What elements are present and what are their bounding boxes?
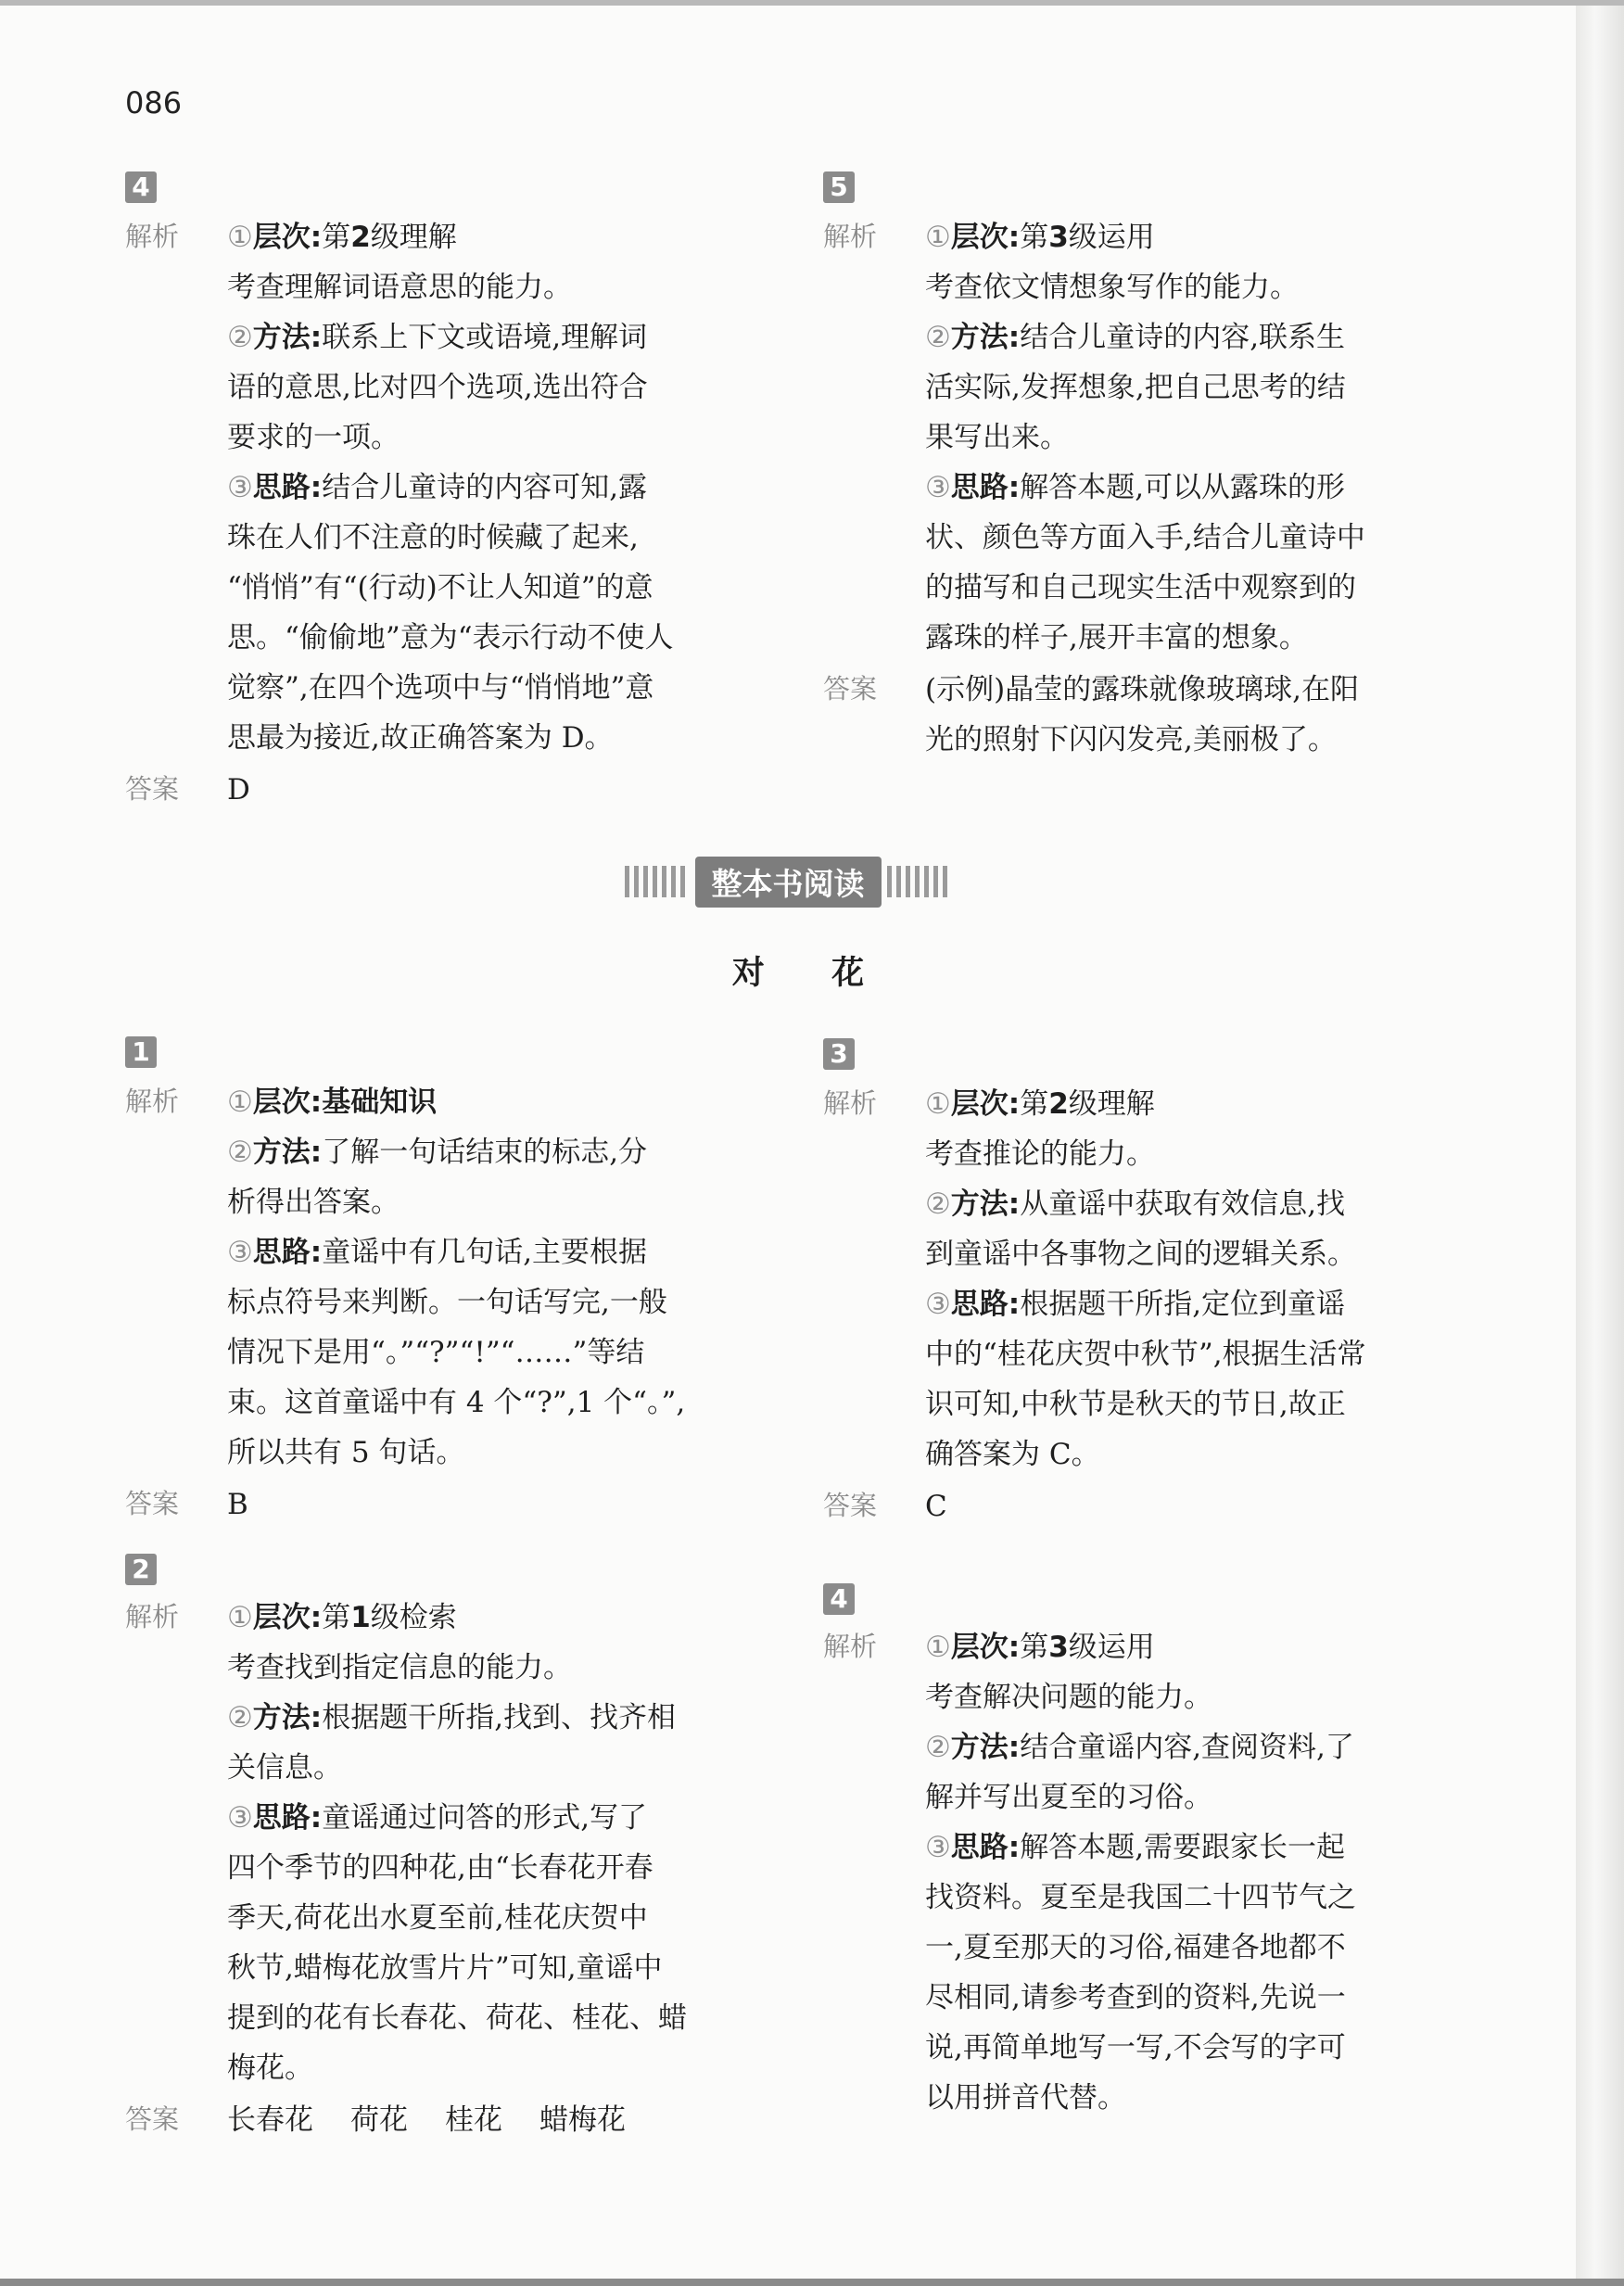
analysis-line <box>925 212 1463 262</box>
analysis-line: 考查推论的能力。 <box>925 1137 1155 1171</box>
analysis-line: 考查依文情想象写作的能力。 <box>925 271 1299 304</box>
banner-stripes-right <box>887 866 952 897</box>
level-prefix: 第 <box>1020 1087 1049 1121</box>
line-text: 结合儿童诗的内容,联系生 <box>1020 321 1346 354</box>
analysis-line: 思。“偷偷地”意为“表示行动不使人 <box>227 621 674 654</box>
level-number: 1 <box>350 1601 371 1634</box>
line-text: 结合儿童诗的内容可知,露 <box>322 471 648 504</box>
answer-line: 光的照射下闪闪发亮,美丽极了。 <box>925 723 1337 756</box>
analysis-line: 状、颜色等方面入手,结合儿童诗中 <box>925 521 1365 554</box>
item-index: ② <box>925 1187 951 1221</box>
item-keyword: 方法: <box>252 1136 323 1169</box>
item-keyword: 思路: <box>950 1288 1021 1321</box>
analysis-line: 确答案为 C。 <box>925 1438 1100 1471</box>
question-1 <box>125 1036 765 1530</box>
analysis-line: 考查解决问题的能力。 <box>925 1681 1212 1714</box>
item-index: ③ <box>227 471 253 504</box>
analysis-line: 珠在人们不注意的时候藏了起来, <box>227 521 639 554</box>
question-number: 4 <box>125 171 157 203</box>
line-text: 结合童谣内容,查阅资料,了 <box>1020 1731 1354 1764</box>
analysis-text <box>227 1077 765 1478</box>
article-title: 对 花 <box>731 955 893 992</box>
level-name: 基础知识 <box>322 1086 438 1119</box>
item-keyword: 方法: <box>950 1731 1021 1764</box>
analysis-text <box>925 1079 1463 1480</box>
answer-label: 答案 <box>823 673 878 705</box>
analysis-line <box>227 212 765 262</box>
item-index: ① <box>227 221 253 254</box>
analysis-label: 解析 <box>125 1086 180 1117</box>
analysis-line: 果写出来。 <box>925 421 1069 454</box>
item-keyword: 层次: <box>950 1631 1021 1664</box>
page-edge <box>1576 0 1624 2286</box>
item-index: ① <box>925 1631 951 1664</box>
analysis-line <box>925 1722 1463 1772</box>
analysis-label: 解析 <box>125 221 180 252</box>
line-text: 根据题干所指,找到、找齐相 <box>322 1701 677 1734</box>
question-2 <box>125 1554 765 2145</box>
analysis-line: 思最为接近,故正确答案为 D。 <box>227 721 614 755</box>
analysis-line: 露珠的样子,展开丰富的想象。 <box>925 621 1308 654</box>
item-index: ③ <box>227 1801 253 1835</box>
level-number: 2 <box>350 221 371 254</box>
analysis-line: 中的“桂花庆贺中秋节”,根据生活常 <box>925 1338 1366 1371</box>
analysis-line: 语的意思,比对四个选项,选出符合 <box>227 371 648 404</box>
analysis-text <box>925 212 1463 663</box>
answer-line: (示例)晶莹的露珠就像玻璃球,在阳 <box>925 673 1360 706</box>
analysis-line: 析得出答案。 <box>227 1186 400 1219</box>
item-index: ① <box>227 1086 253 1119</box>
item-index: ② <box>925 321 951 354</box>
analysis-line <box>925 1822 1463 1873</box>
top-border <box>0 0 1624 6</box>
level-prefix: 第 <box>322 1601 351 1634</box>
section-banner <box>593 858 983 905</box>
analysis-line <box>227 312 765 362</box>
analysis-line <box>227 1693 765 1743</box>
item-index: ③ <box>925 1831 951 1864</box>
answer-block <box>125 2095 765 2145</box>
analysis-line: 以用拼音代替。 <box>925 2081 1126 2115</box>
answer-item: 长春花 <box>227 2103 313 2137</box>
level-number: 3 <box>1048 221 1069 254</box>
item-index: ③ <box>925 471 951 504</box>
top-left-question <box>125 171 765 815</box>
analysis-line: 情况下是用“。”“?”“!”“……”等结 <box>227 1336 645 1369</box>
analysis-block <box>823 212 1463 663</box>
answer-label: 答案 <box>125 1488 180 1519</box>
analysis-line <box>925 312 1463 362</box>
analysis-label: 解析 <box>823 221 878 252</box>
item-index: ① <box>925 1087 951 1121</box>
level-name: 级检索 <box>370 1601 457 1634</box>
analysis-line <box>227 463 765 513</box>
analysis-line <box>227 1227 765 1277</box>
analysis-block <box>823 1079 1463 1480</box>
answer-label: 答案 <box>125 2103 180 2135</box>
item-index: ② <box>227 321 253 354</box>
item-index: ① <box>925 221 951 254</box>
analysis-line: 所以共有 5 句话。 <box>227 1436 465 1469</box>
analysis-text <box>227 1593 765 2093</box>
analysis-line: 识可知,中秋节是秋天的节日,故正 <box>925 1388 1346 1421</box>
line-text: 解答本题,需要跟家长一起 <box>1020 1831 1346 1864</box>
answer-block <box>125 1480 765 1530</box>
level-name: 级理解 <box>1068 1087 1155 1121</box>
line-text: 根据题干所指,定位到童谣 <box>1020 1288 1346 1321</box>
item-keyword: 层次: <box>252 1601 323 1634</box>
analysis-line: 秋节,蜡梅花放雪片片”可知,童谣中 <box>227 1951 663 1985</box>
analysis-line <box>227 1127 765 1177</box>
answer-text <box>227 2095 765 2145</box>
item-keyword: 思路: <box>950 471 1021 504</box>
level-prefix: 第 <box>1020 1631 1049 1664</box>
item-index: ② <box>227 1136 253 1169</box>
item-keyword: 层次: <box>252 1086 323 1119</box>
answer-block <box>823 665 1463 765</box>
answer-item: 桂花 <box>445 2103 502 2137</box>
analysis-line <box>227 1793 765 1843</box>
analysis-line: “悄悄”有“(行动)不让人知道”的意 <box>227 571 653 604</box>
item-index: ③ <box>227 1236 253 1269</box>
item-keyword: 思路: <box>252 471 323 504</box>
item-keyword: 方法: <box>252 1701 323 1734</box>
question-number: 5 <box>823 171 855 203</box>
analysis-line <box>925 1179 1463 1229</box>
analysis-line: 的描写和自己现实生活中观察到的 <box>925 571 1356 604</box>
analysis-label: 解析 <box>125 1601 180 1632</box>
item-index: ② <box>925 1731 951 1764</box>
item-keyword: 层次: <box>252 221 323 254</box>
section-title: 整本书阅读 <box>695 857 882 908</box>
level-name: 级运用 <box>1068 221 1155 254</box>
item-keyword: 方法: <box>950 321 1021 354</box>
answer-label: 答案 <box>125 773 180 805</box>
analysis-block <box>125 212 765 763</box>
analysis-label: 解析 <box>823 1087 878 1119</box>
question-4 <box>823 1583 1463 2123</box>
answer-text: B <box>227 1488 248 1521</box>
line-text: 童谣中有几句话,主要根据 <box>322 1236 648 1269</box>
top-right-question <box>823 171 1463 765</box>
analysis-line: 束。这首童谣中有 4 个“?”,1 个“。”, <box>227 1386 686 1419</box>
level <box>1020 221 1155 254</box>
level <box>1020 1631 1155 1664</box>
analysis-line: 季天,荷花出水夏至前,桂花庆贺中 <box>227 1901 648 1935</box>
answer-text: D <box>227 773 250 806</box>
level-number: 2 <box>1048 1087 1069 1121</box>
answer-label: 答案 <box>823 1490 878 1521</box>
item-keyword: 层次: <box>950 1087 1021 1121</box>
analysis-text <box>925 1622 1463 2123</box>
line-text: 童谣通过问答的形式,写了 <box>322 1801 648 1835</box>
analysis-line: 到童谣中各事物之间的逻辑关系。 <box>925 1238 1356 1271</box>
analysis-line: 考查理解词语意思的能力。 <box>227 271 572 304</box>
analysis-line: 解并写出夏至的习俗。 <box>925 1781 1212 1814</box>
analysis-block <box>823 1622 1463 2123</box>
answer-item: 蜡梅花 <box>539 2103 626 2137</box>
answer-block <box>125 765 765 815</box>
question-number: 1 <box>125 1036 157 1068</box>
analysis-line: 活实际,发挥想象,把自己思考的结 <box>925 371 1346 404</box>
answer-text: C <box>925 1490 947 1523</box>
item-keyword: 方法: <box>950 1187 1021 1221</box>
analysis-line: 四个季节的四种花,由“长春花开春 <box>227 1851 653 1885</box>
level <box>1020 1087 1155 1121</box>
line-text: 从童谣中获取有效信息,找 <box>1020 1187 1346 1221</box>
analysis-line: 提到的花有长春花、荷花、桂花、蜡 <box>227 2001 687 2035</box>
analysis-line: 梅花。 <box>227 2051 313 2085</box>
item-index: ① <box>227 1601 253 1634</box>
analysis-line <box>227 1593 765 1643</box>
item-keyword: 方法: <box>252 321 323 354</box>
analysis-line: 关信息。 <box>227 1751 342 1784</box>
line-text: 解答本题,可以从露珠的形 <box>1020 471 1346 504</box>
line-text: 了解一句话结束的标志,分 <box>322 1136 648 1169</box>
page-number: 086 <box>125 85 183 121</box>
line-text: 联系上下文或语境,理解词 <box>322 321 648 354</box>
answer-block <box>823 1481 1463 1531</box>
item-index: ③ <box>925 1288 951 1321</box>
level <box>322 1601 457 1634</box>
analysis-line: 标点符号来判断。一句话写完,一般 <box>227 1286 667 1319</box>
answer-item: 荷花 <box>350 2103 408 2137</box>
analysis-line <box>925 463 1463 513</box>
analysis-line: 觉察”,在四个选项中与“悄悄地”意 <box>227 671 654 705</box>
level-name: 级运用 <box>1068 1631 1155 1664</box>
analysis-line: 要求的一项。 <box>227 421 400 454</box>
analysis-line: 找资料。夏至是我国二十四节气之 <box>925 1881 1356 1914</box>
analysis-line <box>925 1279 1463 1329</box>
analysis-text <box>227 212 765 763</box>
analysis-line: 一,夏至那天的习俗,福建各地都不 <box>925 1931 1346 1964</box>
item-index: ② <box>227 1701 253 1734</box>
level-prefix: 第 <box>322 221 351 254</box>
item-keyword: 层次: <box>950 221 1021 254</box>
question-number: 3 <box>823 1038 855 1070</box>
item-keyword: 思路: <box>252 1801 323 1835</box>
level-number: 3 <box>1048 1631 1069 1664</box>
level <box>322 221 457 254</box>
analysis-line <box>227 1077 765 1127</box>
item-keyword: 思路: <box>252 1236 323 1269</box>
analysis-block <box>125 1077 765 1478</box>
question-number: 4 <box>823 1583 855 1615</box>
question-3 <box>823 1038 1463 1531</box>
question-number: 2 <box>125 1554 157 1585</box>
analysis-line <box>925 1622 1463 1672</box>
analysis-line: 考查找到指定信息的能力。 <box>227 1651 572 1684</box>
analysis-label: 解析 <box>823 1631 878 1662</box>
answer-text <box>925 665 1463 765</box>
analysis-block <box>125 1593 765 2093</box>
level-prefix: 第 <box>1020 221 1049 254</box>
item-keyword: 思路: <box>950 1831 1021 1864</box>
banner-stripes-left <box>625 866 690 897</box>
level-name: 级理解 <box>370 221 457 254</box>
analysis-line <box>925 1079 1463 1129</box>
analysis-line: 尽相同,请参考查到的资料,先说一 <box>925 1981 1346 2014</box>
bottom-border <box>0 2279 1624 2286</box>
analysis-line: 说,再简单地写一写,不会写的字可 <box>925 2031 1346 2064</box>
